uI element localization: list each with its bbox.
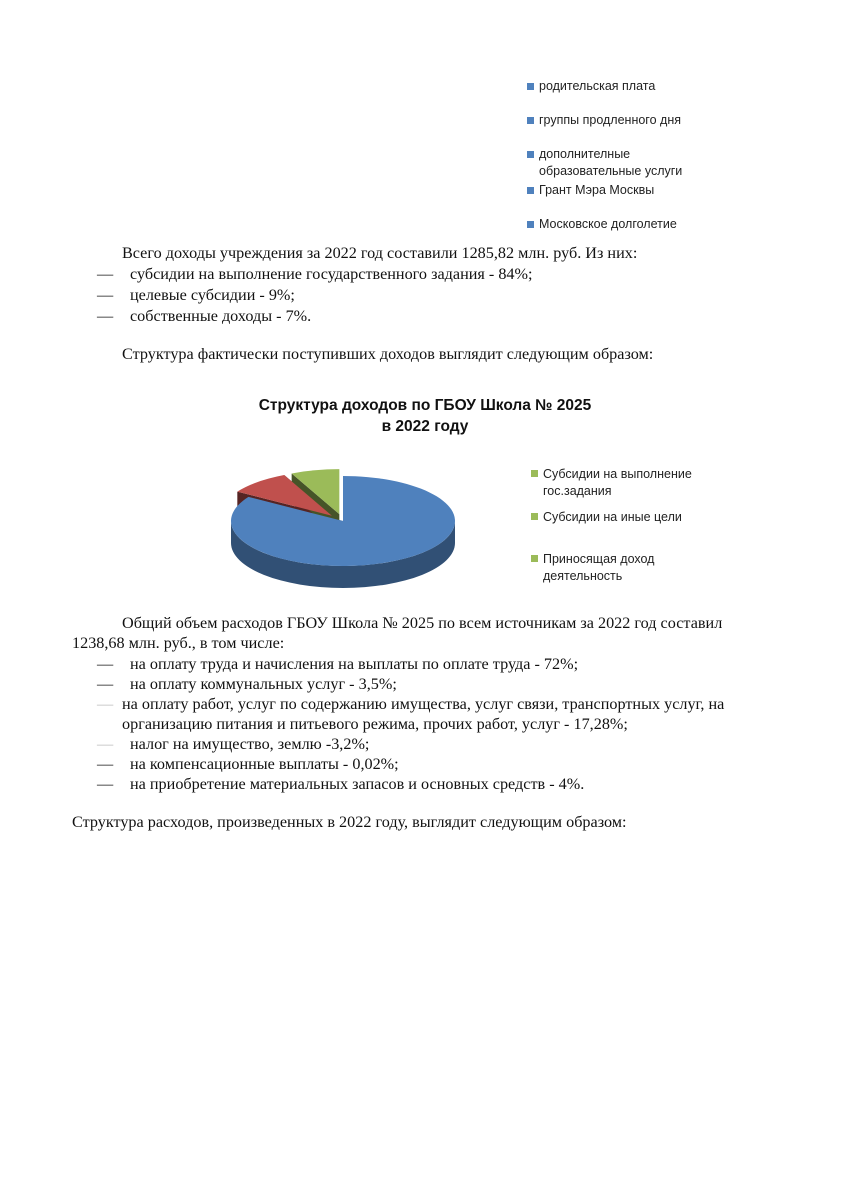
income-item: собственные доходы - 7%. (130, 307, 312, 325)
income-pie-chart (0, 430, 848, 630)
bullet-dash: — (97, 775, 114, 793)
legend-square-icon (527, 151, 534, 158)
pie-legend (531, 467, 692, 583)
legend-square-icon (531, 555, 538, 562)
income-item: целевые субсидии - 9%; (130, 286, 295, 304)
legend-label: Грант Мэра Москвы (539, 183, 655, 197)
legend-square-icon (527, 83, 534, 90)
bullet-dash: — (97, 695, 114, 713)
expenses-intro-line1: Общий объем расходов ГБОУ Школа № 2025 по всем источникам за 2022 год составил (122, 614, 723, 632)
bullet-dash: — (97, 286, 114, 304)
income-structure-intro: Структура фактически поступивших доходов выглядит следующим образом: (122, 345, 654, 363)
legend-label: группы продленного дня (539, 113, 681, 127)
legend-square-icon (531, 513, 538, 520)
expense-item: на приобретение материальных запасов и основных средств - 4%. (130, 775, 585, 793)
legend-label: образовательные услуги (539, 164, 683, 178)
expense-item: на компенсационные выплаты - 0,02%; (130, 755, 399, 773)
legend-square-icon (527, 221, 534, 228)
bullet-dash: — (97, 265, 114, 283)
bullet-dash: — (97, 655, 114, 673)
legend-label: Субсидии на иные цели (543, 510, 682, 524)
bullet-dash: — (97, 307, 114, 325)
legend-label: Приносящая доход (543, 552, 655, 566)
legend-square-icon (527, 117, 534, 124)
legend-label: родительская плата (539, 79, 656, 93)
income-intro: Всего доходы учреждения за 2022 год составили 1285,82 млн. руб. Из них: (122, 244, 638, 262)
bullet-dash: — (97, 675, 114, 693)
legend-square-icon (527, 187, 534, 194)
expense-item: на оплату труда и начисления на выплаты по оплате труда - 72%; (130, 655, 579, 673)
legend-label: дополнителные (539, 147, 631, 161)
expenses-structure-intro: Структура расходов, произведенных в 2022 году, выглядит следующим образом: (72, 813, 627, 831)
legend-label: Субсидии на выполнение (543, 467, 692, 481)
chart-title-line: Структура доходов по ГБОУ Школа № 2025 (258, 397, 592, 414)
expense-item-continued: организацию питания и питьевого режима, прочих работ, услуг - 17,28%; (122, 715, 628, 733)
bullet-dash: — (97, 755, 114, 773)
legend-label: Московское долголетие (539, 217, 677, 231)
legend-label: гос.задания (543, 484, 612, 498)
income-item: субсидии на выполнение государственного задания - 84%; (130, 265, 533, 283)
expense-item: налог на имущество, землю -3,2%; (130, 735, 370, 753)
expense-item: на оплату работ, услуг по содержанию имущества, услуг связи, транспортных услуг, на (122, 695, 725, 713)
chart-title-line: в 2022 году (381, 418, 469, 435)
legend-square-icon (531, 470, 538, 477)
pie-slices (231, 469, 455, 588)
expense-item: на оплату коммунальных услуг - 3,5%; (130, 675, 397, 693)
bullet-dash: — (97, 735, 114, 753)
expenses-intro-line2: 1238,68 млн. руб., в том числе: (72, 634, 285, 652)
legend-label: деятельность (543, 569, 623, 583)
